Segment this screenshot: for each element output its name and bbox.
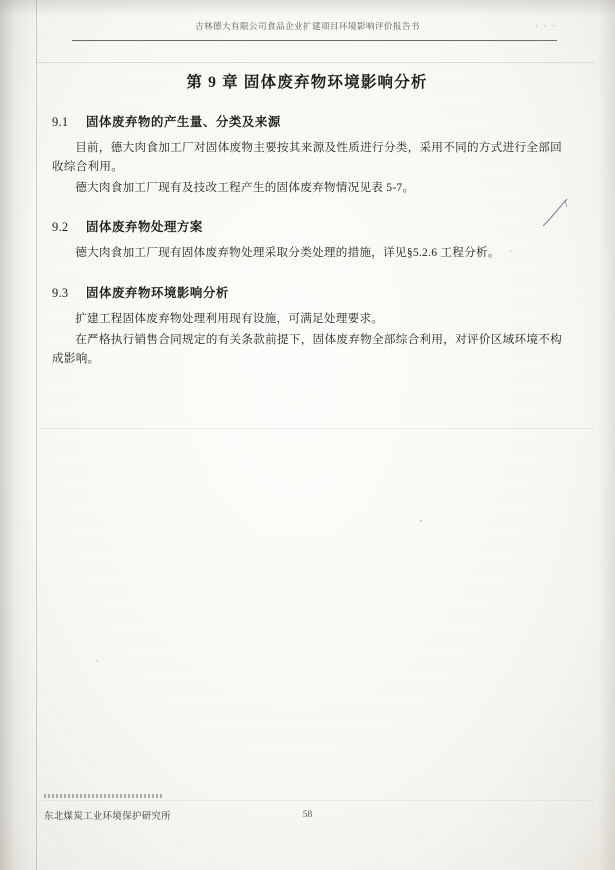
page-crease-top [36, 62, 595, 63]
page-header [0, 18, 615, 44]
page-fold-line [36, 0, 37, 870]
section-9-1-paragraph-1: 目前，德大肉食加工厂对固体废物主要按其来源及性质进行分类，采用不同的方式进行全部回收综合利用。 [52, 141, 562, 173]
page-footer [0, 796, 615, 826]
section-9-2 [52, 217, 562, 263]
section-9-1-heading [52, 112, 562, 130]
section-9-1-number: 9.1 [52, 115, 69, 129]
dust-speck [96, 660, 98, 662]
footer-smudge [44, 794, 164, 798]
section-9-2-title: 固体废弃物处理方案 [86, 220, 203, 235]
section-9-1 [52, 112, 562, 197]
header-marks: · · · [535, 22, 557, 31]
scan-top-edge-shadow [0, 0, 615, 16]
section-9-2-heading [52, 217, 562, 235]
section-9-2-number: 9.2 [52, 220, 69, 235]
section-9-1-title: 固体废弃物的产生量、分类及来源 [86, 115, 281, 129]
page-title: 第 9 章 固体废弃物环境影响分析 [186, 74, 428, 91]
chapter-title-wrap [52, 70, 562, 92]
section-9-3-paragraph-2: 在严格执行销售合同规定的有关条款前提下，固体废弃物全部综合利用，对评价区域环境不构成影响。 [52, 332, 562, 365]
header-rule [72, 40, 557, 41]
scan-left-edge-shadow [0, 0, 34, 870]
page-crease-middle [36, 428, 595, 429]
page-number: 58 [302, 810, 313, 820]
section-9-2-paragraph-1: 德大肉食加工厂现有固体废弃物处理采取分类处理的措施，详见§5.2.6 工程分析。 [75, 246, 500, 260]
header-title: 吉林德大有限公司食品企业扩建项目环境影响评价报告书 [195, 21, 420, 31]
section-9-1-paragraph-2: 德大肉食加工厂现有及技改工程产生的固体废弃物情况见表 5-7。 [75, 180, 415, 194]
footer-organization: 东北煤炭工业环境保护研究所 [44, 810, 172, 821]
section-9-3-number: 9.3 [52, 286, 69, 301]
section-9-3-title: 固体废弃物环境影响分析 [86, 286, 229, 301]
document-body [52, 70, 562, 368]
section-9-3-heading [52, 283, 562, 301]
dust-speck [420, 520, 422, 522]
section-9-3-paragraph-1: 扩建工程固体废弃物处理利用现有设施，可满足处理要求。 [75, 312, 384, 326]
scan-right-edge-shadow [597, 0, 615, 870]
section-9-3 [52, 283, 562, 368]
